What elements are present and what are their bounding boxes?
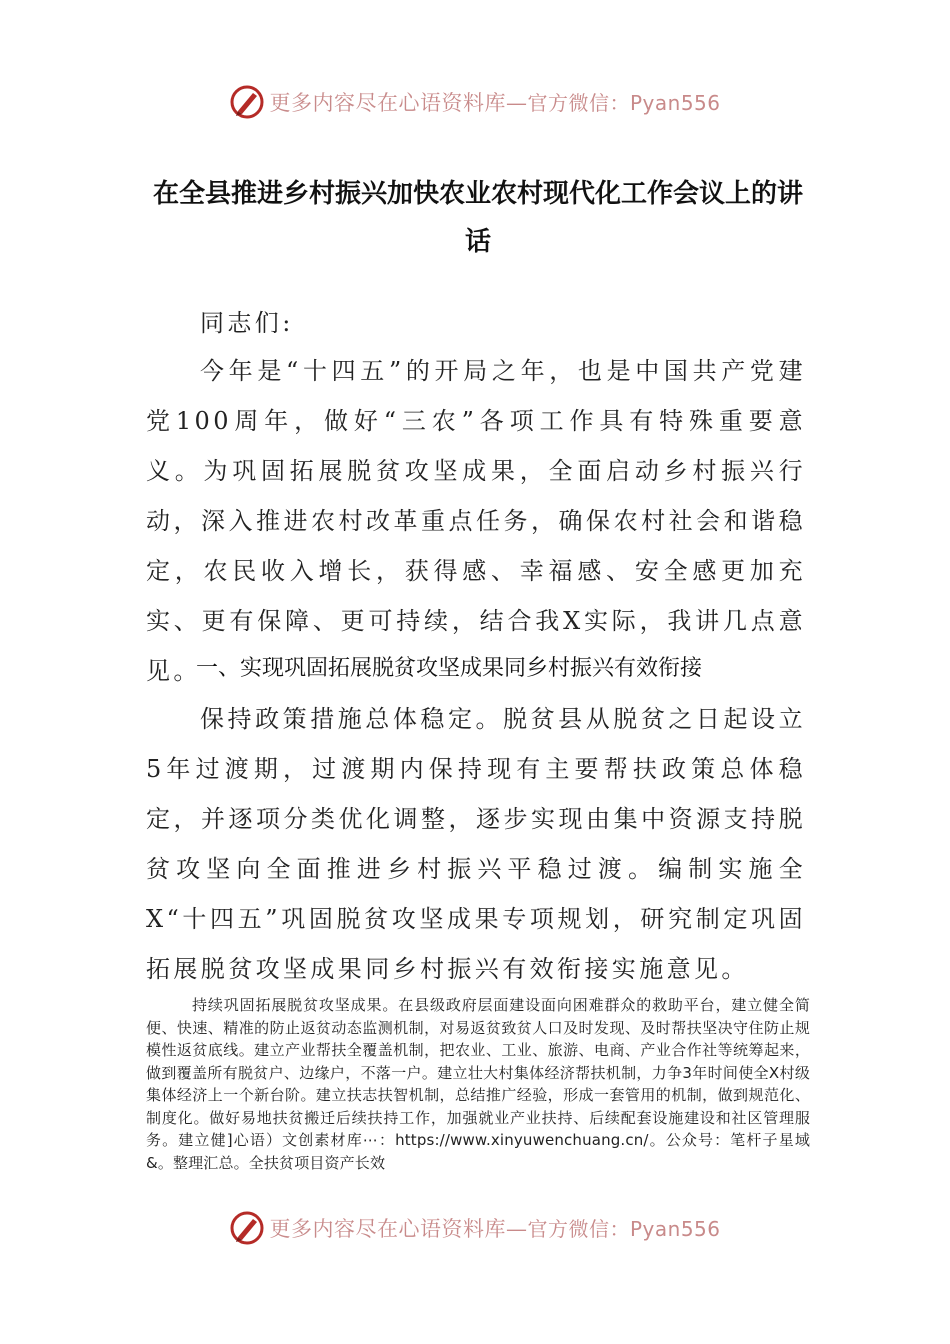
banner-slogan: 更多内容尽在心语资料库—官方微信：Pyan556 — [269, 91, 721, 115]
header-banner — [0, 82, 950, 122]
paragraph-intro: 今年是“十四五”的开局之年，也是中国共产党建党100周年，做好“三农”各项工作具有特殊重要意义。为巩固拓展脱贫攻坚成果，全面启动乡村振兴行动，深入推进农村改革重点任务，确保农村社会和谐稳定，农民收入增长，获得感、幸福感、安全感更加充实、更有保障、更可持续，结合我X实际，我讲几点意见。 — [146, 357, 806, 685]
section-heading-1: 一、实现巩固拓展脱贫攻坚成果同乡村振兴有效衔接 — [196, 656, 703, 681]
document-title: 在全县推进乡村振兴加快农业农村现代化工作会议上的讲话 — [152, 179, 803, 257]
salutation: 同志们: — [200, 309, 294, 337]
pen-logo-icon — [229, 84, 265, 120]
paragraph-policy-stability: 保持政策措施总体稳定。脱贫县从脱贫之日起设立5年过渡期，过渡期内保持现有主要帮扶政策总体稳定，并逐项分类优化调整，逐步实现由集中资源支持脱贫攻坚向全面推进乡村振兴平稳过渡。编制实施全X“十四五”巩固脱贫攻坚成果专项规划，研究制定巩固拓展脱贫攻坚成果同乡村振兴有效衔接实施意见。 — [146, 705, 806, 983]
pen-logo-icon — [229, 1210, 265, 1246]
footer-banner — [0, 1208, 950, 1248]
banner-slogan: 更多内容尽在心语资料库—官方微信：Pyan556 — [269, 1217, 721, 1241]
paragraph-consolidate-results: 持续巩固拓展脱贫攻坚成果。在县级政府层面建设面向困难群众的救助平台，建立健全简便、快速、精准的防止返贫动态监测机制，对易返贫致贫人口及时发现、及时帮扶坚决守住防止规模性返贫底线。建立产业帮扶全覆盖机制，把农业、工业、旅游、电商、产业合作社等统筹起来，做到覆盖所有脱贫户、边缘户，不落一户。建立壮大村集体经济帮扶机制，力争3年时间使全X村级集体经济上一个新台阶。建立扶志扶智机制，总结推广经验，形成一套管用的机制，做到规范化、制度化。做好易地扶贫搬迁后续扶持工作，加强就业产业扶持、后续配套设施建设和社区管理服务。建立健]心语）文创素材库⋯：https://www.xinyuwenchuang.cn/。公众号：笔杆子星域&。整理汇总。全扶贫项目资产长效 — [146, 996, 810, 1172]
